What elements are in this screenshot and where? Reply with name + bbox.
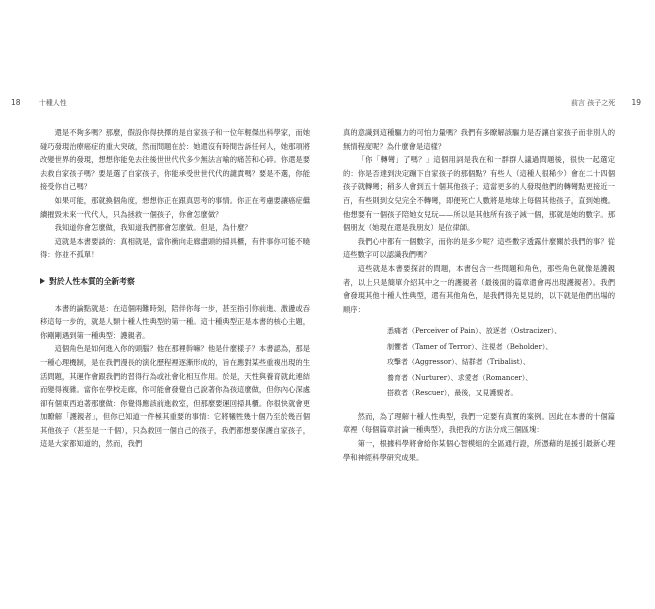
- archetype-line: 搭救者（Rescuer），最後，又見護親者。: [387, 389, 518, 398]
- triangle-bullet-icon: [40, 278, 45, 284]
- paragraph: 我知道你會怎麼做，我知道我們都會怎麼做。但是，為什麼？: [54, 223, 252, 233]
- archetype-list: [387, 324, 615, 402]
- archetype-line: 養育者（Nurturer）、求愛者（Romancer）、: [387, 373, 533, 382]
- section-heading-text: 對於人性本質的全新考察: [49, 276, 135, 286]
- paragraph: 本書的論點就是：在這個兩難時刻，陪伴你每一步，甚至指引你前進、激盪或吞移這每一步的，就是人類十種人性典型的第一種。這十種典型正是本書的核心主題，你剛剛遇到第一種典型：護親者。: [40, 303, 310, 340]
- archetype-line: 制懼者（Tamer of Terror）、注視者（Beholder）、: [387, 342, 553, 351]
- left-page-header: [11, 98, 67, 108]
- paragraph: 「你「轉彎」了嗎？」這個用詞是我在和一群群人議過問題後，很快一起選定的：你是否達到決定蹦下自家孩子的那個點？有些人（這種人很稀少）會在二十四個孩子就轉彎；稍多人會到五十個其他孩子；這當更多的人發現他們的轉彎點更接近一百，有些則到女兒完全不轉彎，即便死亡人數將是地球上每個其他孩子，直到她機。他想要有一個孩子陪她女兒玩——所以是其他所有孩子減一個，那就是她的數字。那個朋友（她現在還是我朋友）是位律師。: [343, 155, 615, 233]
- right-running-title: 前言 孩子之死: [570, 99, 616, 107]
- archetype-line: 攻擊者（Aggressor）、結群者（Tribalist）、: [387, 358, 531, 367]
- left-page-body: [40, 126, 310, 451]
- paragraph: 我們心中都有一個數字，而你的是多少呢？這些數字透露什麼關於我們的事？從這些數字可以認識我們嗎？: [343, 236, 615, 260]
- left-page-number: 18: [11, 98, 21, 107]
- paragraph: 真的意識到這種驅力的可怕力量嗎？我們有多瞭解該驅力是否讓自家孩子而非別人的無情程度呢？為什麼會是這樣？: [343, 128, 615, 151]
- paragraph: 這就是本書要談的：真相就是，當你衝向走廊盡頭的掃具櫃，有件事你可能不曉得：你並不孤單！: [40, 236, 310, 260]
- paragraph: 第一，根據科學將會給你某個心智模組的全區通行證，所憑藉的是援引最新心理學和神經科學研究成果。: [343, 439, 615, 462]
- section-heading: [40, 275, 310, 289]
- paragraph: 這些就是本書要探討的問題，本書包含一些問題和角色，那些角色就像是護親者，以上只是簡單介紹其中之一的護親者（最後面的篇章還會再出現護親者）。我們會發現其他十種人性典型，還有其他角色，是我們得先見見的，以下就是他們出場的順序：: [343, 263, 615, 314]
- paragraph: 還是不夠多嗎？那麼，假設你得抉擇的是自家孩子和一位年輕傑出科學家，而她碰巧發現治療癌症的重大突破，然而問題在於：她還沒有時間告訴任何人，她那項將改變世界的發現，想想你能免去往後世世代代多少無法言喻的痛苦和心碎。你還是要去救自家孩子嗎？要是選了自家孩子，你能承受世世代代的譴責嗎？要是不選，你能接受你自己嗎？: [40, 128, 310, 192]
- right-page-number: 19: [631, 98, 641, 107]
- paragraph: 如果可能，那就換個角度，想想你正在跟真思考的事情。你正在考慮要讓癌症繼續摧毀未來一代代人，只為拯救一個孩子，你會怎麼做？: [40, 195, 310, 219]
- right-page-header: [571, 98, 641, 108]
- paragraph: 然而，為了理解十種人性典型，我們一定要有真實的案例。因此在本書的十個篇章裡（每個篇章討論一種典型），我把我的方法分成三個區塊：: [343, 411, 615, 435]
- left-running-title: 十種人性: [38, 99, 67, 107]
- paragraph: 這個角色是如何進入你的頭腦？他在那裡幹嘛？他是什麼樣子？本書認為，那是一種心理機制，是在我們漫長的演化歷程裡逐漸形成的，旨在應對某些重複出現的生活問題，其運作會跟我們的習得行為或社會化相互作用。於是，天性與養育就此連結而變得複雜。當你在學校走廊，你可能會發覺自己說著你為孩這麼做，但你內心深處卻有個東西迫著那麼做：你覺得應該前進救室，但那麼要運回掃具櫃。你很快就會更加瞭解「護親者」，但你已知道一件極其重要的事情：它將犧牲幾十個乃至於幾百個其他孩子（甚至是一千個），只為救回一個自己的孩子，我們都想要保護自家孩子，這是大家都知道的，然而，我們: [40, 344, 310, 449]
- right-page-body: [343, 126, 615, 464]
- archetype-line: 悉痛者（Perceiver of Pain）、放逐者（Ostracizer）、: [387, 327, 562, 336]
